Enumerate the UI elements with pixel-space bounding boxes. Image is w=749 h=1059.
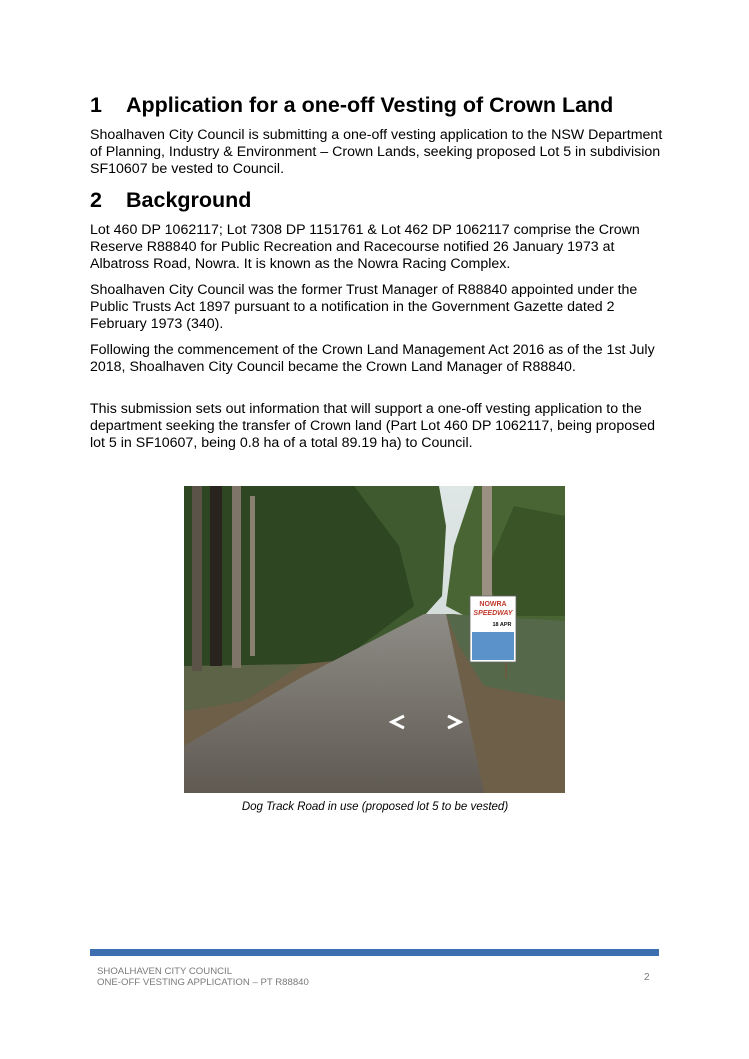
footer-rule (90, 949, 659, 956)
footer (97, 966, 309, 988)
section-1-paragraph-1: Shoalhaven City Council is submitting a one-off vesting application to the NSW Department of Planning, Industry & Environment – Crown Lands, seeking proposed Lot 5 in subdivision SF10607 be vested to Council. (90, 127, 663, 177)
footer-doc-title: ONE-OFF VESTING APPLICATION – PT R88840 (97, 977, 309, 988)
section-1-title: Application for a one-off Vesting of Crown Land (126, 93, 614, 117)
page-number: 2 (644, 972, 650, 983)
section-2-paragraph-4: This submission sets out information that will support a one-off vesting application to the department seeking the transfer of Crown land (Part Lot 460 DP 1062117, being proposed lot 5 in SF10607, being 0.8 ha of a total 89.19 ha) to Council. (90, 401, 655, 451)
footer-org: SHOALHAVEN CITY COUNCIL (97, 966, 233, 977)
section-2-paragraph-2: Shoalhaven City Council was the former Trust Manager of R88840 appointed under the Public Trusts Act 1897 pursuant to a notification in the Government Gazette dated 2 February 1973 (340). (90, 282, 638, 332)
sign-line-2: SPEEDWAY (473, 610, 513, 617)
section-1-heading (90, 92, 613, 118)
section-2-heading (90, 187, 251, 213)
sign-line-1: NOWRA (479, 601, 507, 608)
section-2-number: 2 (90, 188, 102, 212)
section-2-title: Background (126, 188, 252, 212)
section-1-number: 1 (90, 93, 102, 117)
section-2-paragraph-3: Following the commencement of the Crown Land Management Act 2016 as of the 1st July 2018, Shoalhaven City Council became the Crown Land Manager of R88840. (90, 342, 655, 375)
road-photo (184, 486, 565, 793)
section-2-paragraph-1: Lot 460 DP 1062117; Lot 7308 DP 1151761 & Lot 462 DP 1062117 comprise the Crown Reserve R88840 for Public Recreation and Racecourse notified 26 January 1973 at Albatross Road, Nowra. It is known as the Nowra Racing Complex. (90, 222, 640, 272)
photo-caption: Dog Track Road in use (proposed lot 5 to be vested) (241, 801, 509, 813)
sign-date: 18 APR (492, 622, 512, 628)
